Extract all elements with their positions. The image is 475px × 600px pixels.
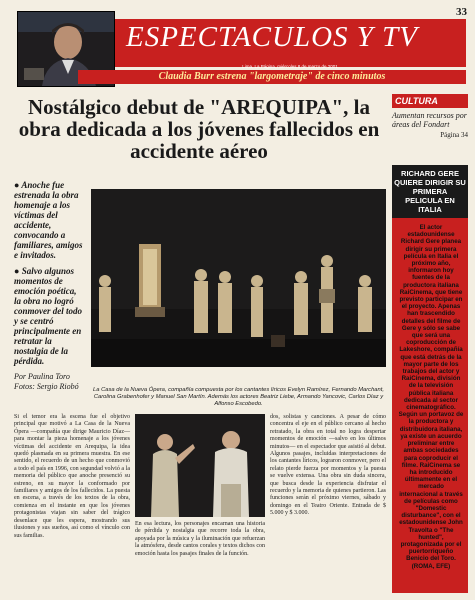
performers-photo-image bbox=[135, 414, 265, 517]
banner-date: Lima, La Página, miércoles 8 de marzo de 2001 bbox=[242, 64, 338, 69]
body-column-2: dos, solistas y canciones. A pesar de cómo concentra el eje en el público cercano al hecho retratado, la obra en total no logra despertar momentos de emoción —salvo en los últimos minutos— en el espectador que asistió al debut. Algunos pasajes, incluidas interpretaciones de los cantantes líricos, lograron conmover, pero el relato pierde fuerza por momentos y la puesta se vuelve extensa. Una obra sin duda sincera, que busca desde la experiencia disfrutar el recuerdo y la memoria de quienes partieron. Las funciones serán el próximo viernes, sábado y domingo en el Teatro Oriente. Entrada de $ 5.000 y $ 3.000. bbox=[270, 414, 386, 517]
body-column-1b: En esa lectura, los personajes encarnan una historia de pérdida y nostalgia que recorre toda la obra, apoyada por la música y la iluminación que refuerzan la atmósfera, desde cantos corales y textos dichos con emoción hasta los pasajes finales de la función. bbox=[135, 521, 265, 557]
byline-photos: Fotos: Sergio Riobó bbox=[14, 382, 79, 391]
cultura-teaser: Aumentan recursos por áreas del Fondart bbox=[392, 111, 467, 129]
summary-bullets bbox=[14, 180, 84, 392]
richard-gere-title: RICHARD GERE QUIERE DIRIGIR SU PRIMERA PELICULA EN ITALIA bbox=[392, 165, 468, 218]
byline bbox=[14, 372, 84, 392]
richard-gere-box bbox=[392, 165, 468, 593]
section-banner bbox=[78, 19, 466, 67]
byline-author: Por Paulina Toro bbox=[14, 372, 70, 381]
stage-photo bbox=[91, 189, 386, 367]
body-column-1: Si el temor era la escena fue el objetivo principal que motivó a La Casa de la Nueva Ópera —compañía que dirige Mauricio Díaz— para montar la pieza homenaje a los jóvenes víctimas del accidente en Arequipa, la idea quedó plasmada en su primera muestra. En ese sentido, el recuerdo de un hecho que conmovió a todo el país en 1996, con segundad volvió a la memoria del público que anoche presenció su estreno, en su mayor la conformado por familiares y amigos de los fallecidos. La puesta en escena, a través de los textos de la obra, comienza en el instante en que los jóvenes protagonistas viajan sin saber del trágico desenlace que les espera, mostrando sus ilusiones y sus sueños, así como el vínculo con sus familias. bbox=[14, 414, 130, 539]
cultura-label: CULTURA bbox=[392, 94, 468, 108]
cultura-page-ref: Página 34 bbox=[440, 131, 468, 139]
richard-gere-text: El actor estadounidense Richard Gere planea dirigir su primera película en Italia el próximo año, informaron hoy fuentes de la productora italiana RaiCinema, que tiene previsto participar en el proyecto. Apenas han trascendido detalles del filme de Gere y sólo se sabe que será una coproducción de Lakeshore, compañía que está detrás de la mayor parte de los trabajos del actor y RaiCinema, división de la televisión pública italiana dedicada al sector cinematográfico. Según un portavoz de la productora y distribuidora italiana, ya existe un acuerdo preliminar entre ambas sociedades para coproducir el filme. RaiCinema se ha introducido últimamente en el mercado internacional a través de películas como "Domestic disturbance", con el estadounidense John Travolta o "The hunted", protagonizada por el puertorriqueño Benicio del Toro. (ROMA, EFE) bbox=[398, 224, 464, 570]
section-title: ESPECTACULOS Y TV bbox=[125, 21, 418, 53]
headline-strap bbox=[78, 70, 466, 84]
bullet-1-text: Anoche fue estrenada la obra homenaje a los víctimas del accidente, convocando a familiares, amigos e invitados. bbox=[14, 180, 83, 260]
cultura-sidebar bbox=[392, 94, 468, 139]
photo-caption: La Casa de la Nueva Ópera, compañía compuesta por los cantantes líricos Evelyn Ramírez, Fernando Marchant, Carolina Grabenhofer y Manuel San Martín. Además los actores Beatriz Liebe, Armando Yancovic, Carlos Díaz y Alfonso Escobedo. bbox=[93, 387, 384, 407]
stage-photo-image bbox=[91, 189, 386, 367]
bullet-1: ● Anoche fue estrenada la obra homenaje a los víctimas del accidente, convocando a familiares, amigos e invitados. bbox=[14, 180, 83, 260]
page-number: 33 bbox=[456, 6, 467, 18]
bullet-2: ● Salvo algunos momentos de emoción poética, la obra no logró conmover del todo y se centró principalmente en retratar la nostalgia de la pérdida. bbox=[14, 266, 82, 366]
strap-text: Claudia Burr estrena "largometraje" de cinco minutos bbox=[158, 71, 386, 82]
performers-photo bbox=[135, 414, 265, 517]
bullet-2-text: Salvo algunos momentos de emoción poética, la obra no logró conmover del todo y se centró principalmente en retratar la nostalgia de la pérdida. bbox=[14, 266, 82, 366]
main-headline: Nostálgico debut de "AREQUIPA", la obra dedicada a los jóvenes fallecidos en accidente aéreo bbox=[18, 95, 380, 163]
